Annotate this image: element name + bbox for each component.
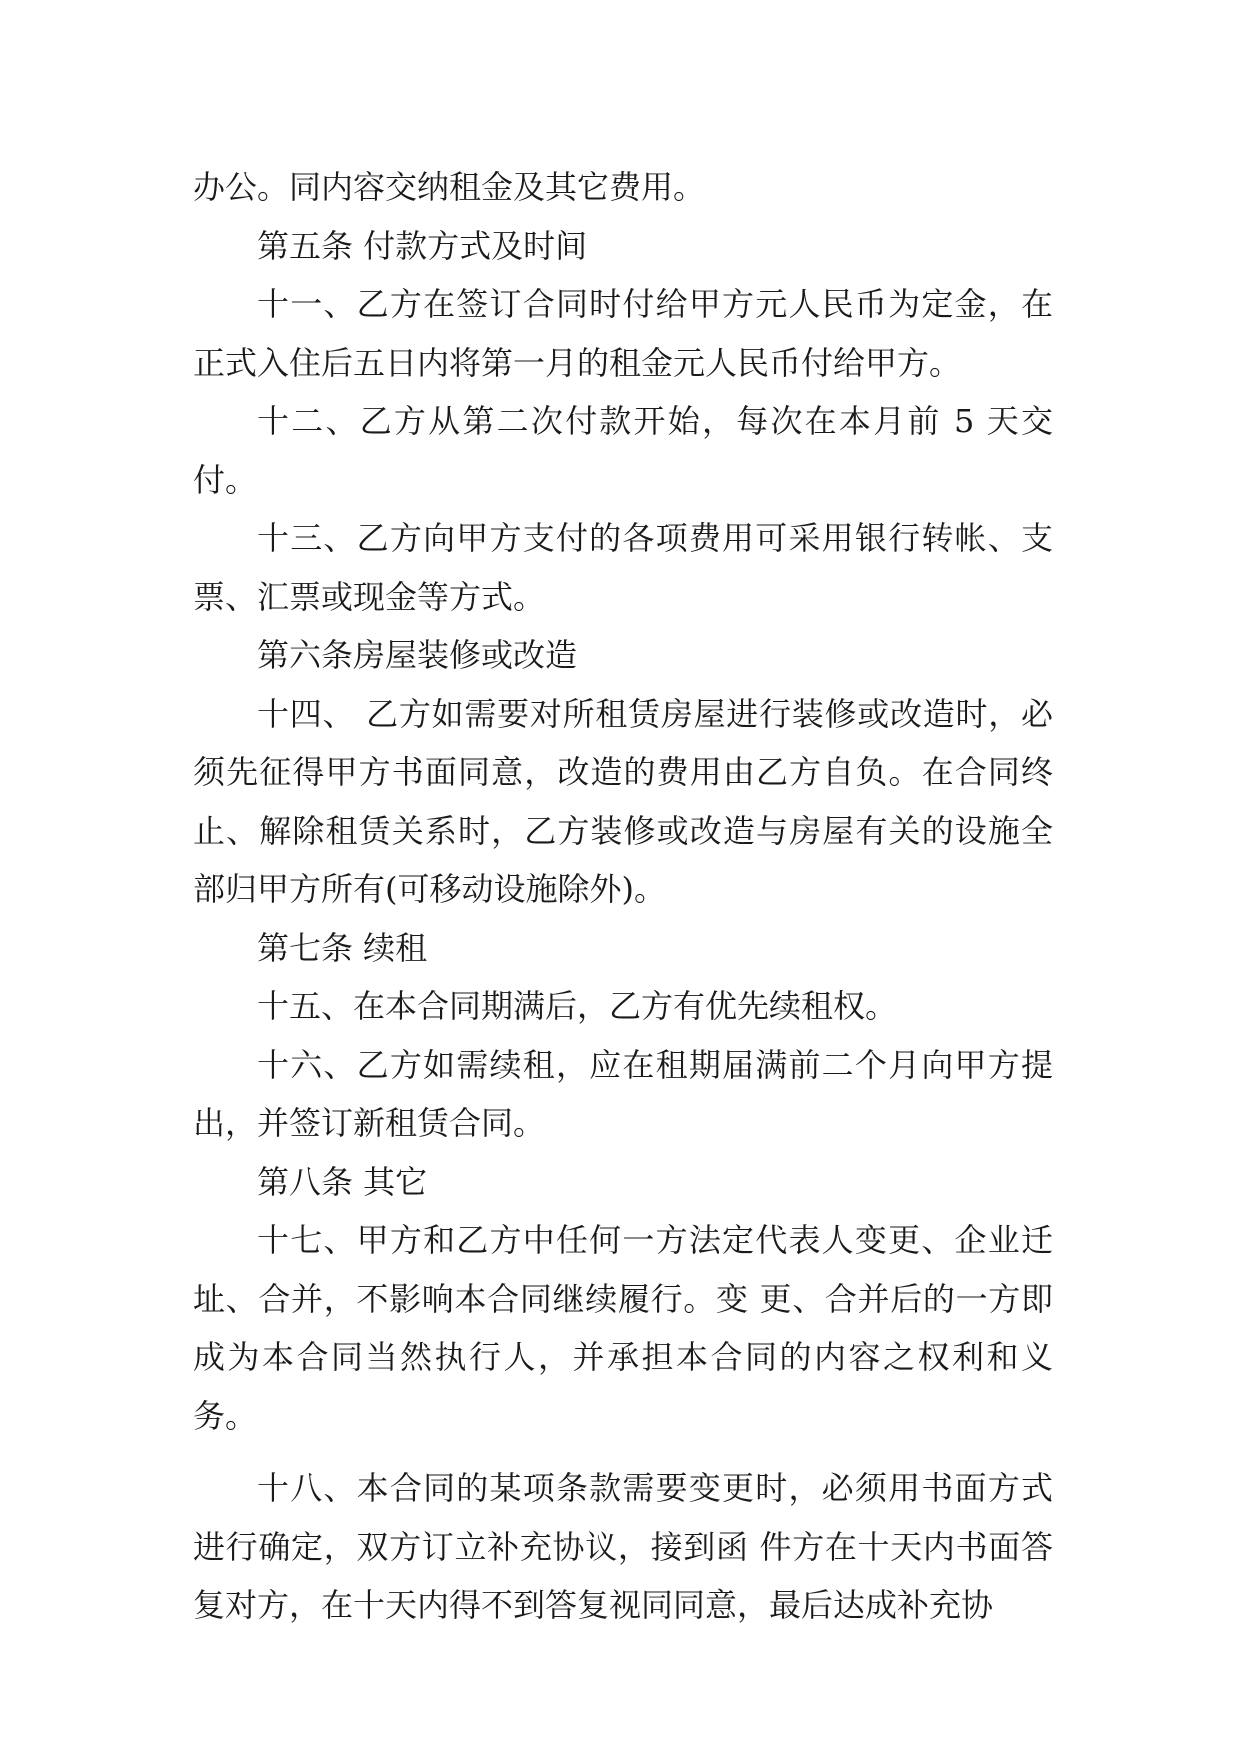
clause-17: 十七、甲方和乙方中任何一方法定代表人变更、企业迁址、合并，不影响本合同继续履行。变 更、合并后的一方即成为本合同当然执行人，并承担本合同的内容之权利和义务。: [193, 1221, 1053, 1435]
clause-13: 十三、乙方向甲方支付的各项费用可采用银行转帐、支票、汇票或现金等方式。: [193, 519, 1053, 616]
document-body: [193, 158, 1053, 1635]
clause-14: 十四、 乙方如需要对所租赁房屋进行装修或改造时，必须先征得甲方书面同意，改造的费用由乙方自负。在合同终止、解除租赁关系时，乙方装修或改造与房屋有关的设施全部归甲方所有(可移动设施除外)。: [193, 694, 1053, 908]
section-heading-5: 第五条 付款方式及时间: [257, 226, 588, 265]
section-heading-8: 第八条 其它: [257, 1162, 428, 1201]
clause-18: 十八、本合同的某项条款需要变更时，必须用书面方式进行确定，双方订立补充协议，接到函 件方在十天内书面答复对方，在十天内得不到答复视同同意，最后达成补充协: [193, 1469, 1053, 1624]
section-heading-7: 第七条 续租: [257, 928, 428, 967]
clause-16: 十六、乙方如需续租，应在租期届满前二个月向甲方提出，并签订新租赁合同。: [193, 1045, 1053, 1142]
paragraph-0: 办公。同内容交纳租金及其它费用。: [193, 168, 706, 206]
section-heading-6: 第六条房屋装修或改造: [257, 636, 578, 674]
clause-11: 十一、乙方在签订合同时付给甲方元人民币为定金，在正式入住后五日内将第一月的租金元人民币付给甲方。: [193, 285, 1053, 382]
clause-15: 十五、在本合同期满后，乙方有优先续租权。: [257, 987, 898, 1025]
clause-12: 十二、乙方从第二次付款开始，每次在本月前 5 天交付。: [193, 402, 1053, 499]
